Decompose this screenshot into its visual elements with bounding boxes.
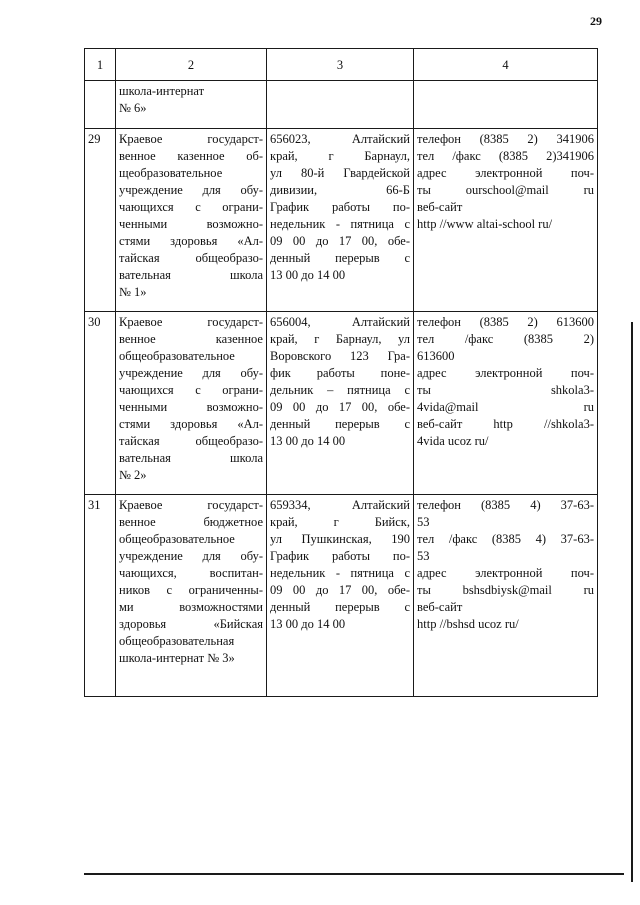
contacts-line: 4vida@mail ru [417, 400, 594, 414]
row-number-cell [85, 129, 116, 312]
contacts-cell [414, 495, 598, 697]
contacts-line: http //bshsd ucoz ru/ [417, 617, 519, 631]
page-number: 29 [590, 14, 602, 28]
header-cell-2: 2 [116, 49, 267, 81]
institution-name-line: № 2» [119, 468, 147, 482]
institution-name-line: венное бюджетное [119, 515, 263, 529]
table-row [85, 312, 598, 495]
contacts-line: 53 [417, 549, 430, 563]
continuation-row [85, 81, 598, 129]
institution-name-line: общеобразовательное [119, 349, 235, 363]
address-line: 13 00 до 14 00 [270, 434, 346, 448]
address-line: фик работы поне- [270, 366, 410, 380]
contacts-line: ты shkola3- [417, 383, 594, 397]
address-line: 13 00 до 14 00 [270, 617, 346, 631]
contacts-cell [414, 129, 598, 312]
contacts-line: веб-сайт http //shkola3- [417, 417, 594, 431]
institution-name-line: венное казенное об- [119, 149, 263, 163]
row-number: 29 [88, 132, 101, 146]
table-header-row [85, 49, 598, 81]
address-line: край, г Бийск, [270, 515, 410, 529]
institution-name-line: вательная школа [119, 451, 263, 465]
address-line: ул Пушкинская, 190 [270, 532, 410, 546]
contacts-line: ты ourschool@mail ru [417, 183, 594, 197]
contacts-line: 613600 [417, 349, 455, 363]
table-body [85, 129, 598, 697]
institution-name-line: Краевое государст- [119, 315, 263, 329]
address-cell [267, 312, 414, 495]
address-line: 09 00 до 17 00, обе- [270, 583, 410, 597]
address-line: недельник - пятница с [270, 566, 410, 580]
institution-name-cell [116, 495, 267, 697]
institution-name-line: общеобразовательное [119, 532, 235, 546]
address-cell [267, 495, 414, 697]
institution-name-line: общеобразовательная [119, 634, 235, 648]
contacts-line: адрес электронной поч- [417, 566, 594, 580]
institution-name-line: ченными возможно- [119, 400, 263, 414]
institution-name-line: венное казенное [119, 332, 263, 346]
row-number-cell [85, 495, 116, 697]
contacts-line: ты bshsdbiysk@mail ru [417, 583, 594, 597]
contacts-line: тел /факс (8385 2)341906 [417, 149, 594, 163]
contacts-line: http //www altai-school ru/ [417, 217, 553, 231]
contacts-line: телефон (8385 2) 613600 [417, 315, 594, 329]
continuation-address-cell [267, 81, 414, 129]
address-line: 659334, Алтайский [270, 498, 410, 512]
address-line: 09 00 до 17 00, обе- [270, 234, 410, 248]
institution-name-line: ми возможностями [119, 600, 263, 614]
address-line: дивизии, 66-Б [270, 183, 410, 197]
address-line: денный перерыв с [270, 251, 410, 265]
continuation-name-cell [116, 81, 267, 129]
institution-name-line: ченными возможно- [119, 217, 263, 231]
address-line: 656004, Алтайский [270, 315, 410, 329]
header-cell-3: 3 [267, 49, 414, 81]
contacts-line: телефон (8385 2) 341906 [417, 132, 594, 146]
institution-name-line: учреждение для обу- [119, 549, 263, 563]
institution-name-line: чающихся с ограни- [119, 200, 263, 214]
table-row [85, 129, 598, 312]
institution-name-line: тайская общеобразо- [119, 251, 263, 265]
row-number-cell [85, 312, 116, 495]
address-line: 09 00 до 17 00, обе- [270, 400, 410, 414]
address-line: край, г Барнаул, ул [270, 332, 410, 346]
contacts-line: адрес электронной поч- [417, 166, 594, 180]
institution-name-line: Краевое государст- [119, 132, 263, 146]
continuation-name-line: школа-интернат [119, 84, 205, 98]
contacts-line: тел /факс (8385 4) 37-63- [417, 532, 594, 546]
table-row [85, 495, 598, 697]
address-line: Воровского 123 Гра- [270, 349, 410, 363]
institution-name-line: учреждение для обу- [119, 366, 263, 380]
institution-name-line: вательная школа [119, 268, 263, 282]
address-line: денный перерыв с [270, 417, 410, 431]
contacts-line: тел /факс (8385 2) [417, 332, 594, 346]
contacts-line: веб-сайт [417, 200, 463, 214]
right-margin-mark [631, 322, 633, 882]
address-line: дельник – пятница с [270, 383, 410, 397]
continuation-name-line: № 6» [119, 101, 147, 115]
address-line: 13 00 до 14 00 [270, 268, 346, 282]
institution-name-cell [116, 129, 267, 312]
contacts-line: 4vida ucoz ru/ [417, 434, 489, 448]
contacts-line: веб-сайт [417, 600, 463, 614]
institution-name-line: чающихся, воспитан- [119, 566, 263, 580]
institutions-table [84, 48, 598, 697]
continuation-contacts-cell [414, 81, 598, 129]
institution-name-line: чающихся с ограни- [119, 383, 263, 397]
contacts-cell [414, 312, 598, 495]
address-line: График работы по- [270, 549, 410, 563]
address-line: денный перерыв с [270, 600, 410, 614]
institution-name-line: № 1» [119, 285, 147, 299]
continuation-num-cell [85, 81, 116, 129]
institution-name-line: Краевое государст- [119, 498, 263, 512]
institution-name-line: щеобразовательное [119, 166, 223, 180]
address-line: График работы по- [270, 200, 410, 214]
institution-name-line: тайская общеобразо- [119, 434, 263, 448]
header-cell-4: 4 [414, 49, 598, 81]
institution-name-line: стями здоровья «Ал- [119, 234, 263, 248]
address-line: недельник - пятница с [270, 217, 410, 231]
row-number: 30 [88, 315, 101, 329]
address-cell [267, 129, 414, 312]
address-line: ул 80-й Гвардейской [270, 166, 410, 180]
address-line: 656023, Алтайский [270, 132, 410, 146]
contacts-line: адрес электронной поч- [417, 366, 594, 380]
institution-name-line: школа-интернат № 3» [119, 651, 235, 665]
institution-name-line: здоровья «Бийская [119, 617, 263, 631]
institution-name-line: учреждение для обу- [119, 183, 263, 197]
bottom-rule [84, 873, 624, 875]
row-number: 31 [88, 498, 101, 512]
contacts-line: 53 [417, 515, 430, 529]
header-cell-1: 1 [85, 49, 116, 81]
institution-name-line: стями здоровья «Ал- [119, 417, 263, 431]
contacts-line: телефон (8385 4) 37-63- [417, 498, 594, 512]
institution-name-line: ников с ограниченны- [119, 583, 263, 597]
institution-name-cell [116, 312, 267, 495]
address-line: край, г Барнаул, [270, 149, 410, 163]
